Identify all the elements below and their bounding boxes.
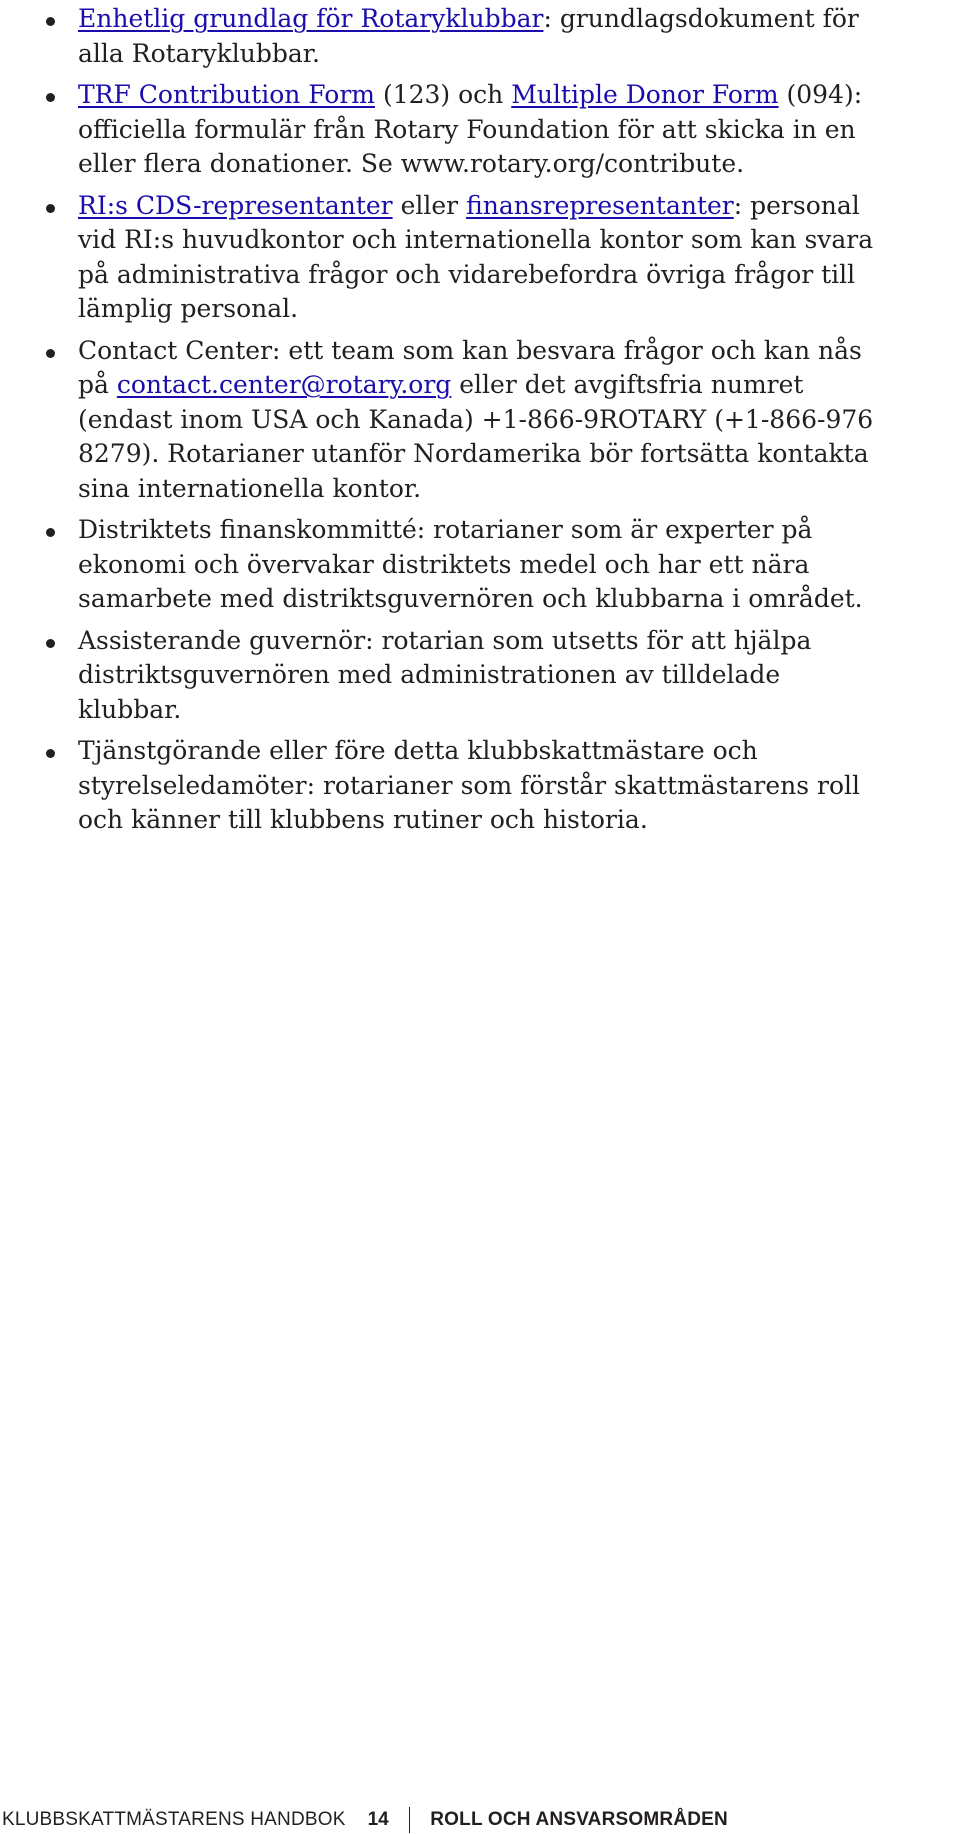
list-item [78,624,880,728]
bullet-icon [46,204,55,213]
list-item [78,734,880,838]
item-text: Assisterande guvernör: rotarian som utsetts för att hjälpa distriktsguvernören med administrationen av tilldelade klubbar. [78,625,812,724]
item-text: : personal vid RI:s huvudkontor och internationella kontor som kan svara på administrativa frågor och vidarebefordra övriga frågor till lämplig personal. [78,190,874,323]
document-link[interactable]: TRF Contribution Form [78,80,375,109]
page-number: 14 [367,1809,389,1830]
document-link[interactable]: finansrepresentanter [466,190,734,220]
document-link[interactable]: Multiple Donor Form [511,80,779,109]
item-text: (123) och [375,80,512,109]
document-page [0,0,960,845]
item-text: Tjänstgörande eller före detta klubbskattmästare och styrelseledamöter: rotarianer som förstår skattmästarens roll och känner till klubbens rutiner och historia. [78,736,861,834]
bullet-icon [46,528,55,537]
document-link[interactable]: Enhetlig grundlag för Rotaryklubbar [78,4,544,33]
bullet-icon [46,749,55,758]
list-item [78,78,880,182]
item-text: Distriktets finanskommitté: rotarianer som är experter på ekonomi och övervakar distriktets medel och har ett nära samarbete med distriktsguvernören och klubbarna i området. [78,515,863,613]
list-item [78,513,880,617]
item-text: (094): officiella formulär från Rotary Foundation för att skicka in en eller flera donationer. Se www.rotary.org/contribute. [78,80,863,178]
document-link[interactable]: RI:s CDS-representanter [78,190,393,220]
bullet-icon [46,93,55,102]
page-footer [2,1806,728,1834]
list-item [78,189,880,327]
list-item [78,2,880,71]
bullet-icon [46,349,55,358]
bullet-icon [46,639,55,648]
resource-list [0,0,880,838]
document-link[interactable]: contact.center@rotary.org [116,370,452,399]
footer-title: KLUBBSKATTMÄSTARENS HANDBOK [2,1809,346,1830]
item-text: Contact Center: ett team som kan besvara frågor och kan nås på [78,335,862,399]
list-item [78,334,880,507]
item-text: eller det avgiftsfria numret (endast inom USA och Kanada) +1-866-9ROTARY (+1-866-976 8279). Rotarianer utanför Nordamerika bör fortsätta kontakta sina internationella kontor. [78,370,874,503]
item-text: eller [392,190,467,220]
footer-divider [409,1807,411,1833]
item-text: : grundlagsdokument för alla Rotaryklubbar. [78,4,859,68]
footer-section: ROLL OCH ANSVARSOMRÅDEN [430,1809,728,1830]
bullet-icon [46,17,55,26]
